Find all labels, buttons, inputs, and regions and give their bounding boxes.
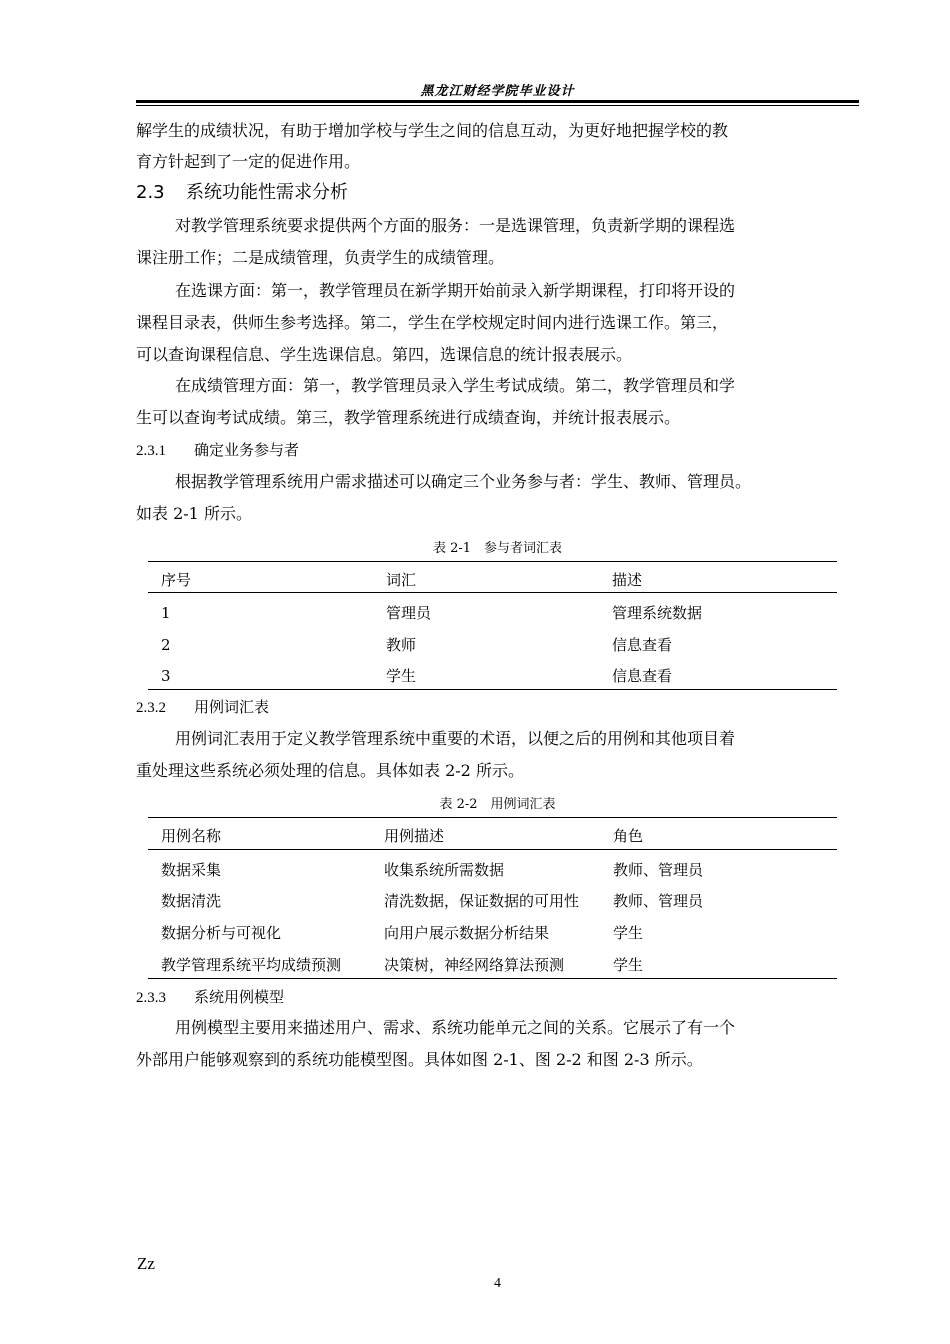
section-title: 确定业务参与者 — [194, 441, 300, 459]
table2-cell: 数据采集 — [161, 861, 222, 879]
para3-line-1: 在成绩管理方面：第一，教学管理员录入学生考试成绩。第二，教学管理员和学 — [175, 376, 736, 395]
section-title: 用例词汇表 — [194, 698, 270, 716]
table1-bottom-rule — [148, 689, 837, 690]
table2-caption: 表 2-2 用例词汇表 — [439, 797, 556, 812]
para6-line-1: 用例模型主要用来描述用户、需求、系统功能单元之间的关系。它展示了有一个 — [175, 1018, 736, 1037]
table1-caption: 表 2-1 参与者词汇表 — [432, 541, 563, 556]
table1-header-cell: 序号 — [161, 571, 192, 589]
para3-line-2: 生可以查询考试成绩。第三，教学管理系统进行成绩查询，并统计报表展示。 — [136, 408, 681, 427]
section-heading-2-3-3 — [136, 987, 859, 1008]
page-number: 4 — [494, 1276, 501, 1291]
table2-cell: 清洗数据，保证数据的可用性 — [384, 892, 580, 910]
header-rule-thin — [136, 105, 859, 106]
table2-cell: 教师、管理员 — [613, 861, 704, 879]
para1-line-1: 对教学管理系统要求提供两个方面的服务：一是选课管理，负责新学期的课程选 — [175, 216, 736, 235]
table2-cell: 数据分析与可视化 — [161, 924, 282, 942]
para4-line-1: 根据教学管理系统用户需求描述可以确定三个业务参与者：学生、教师、管理员。 — [175, 472, 752, 491]
table1-cell: 1 — [161, 604, 171, 622]
section-heading-2-3-2 — [136, 697, 859, 718]
footer-note: Zz — [137, 1254, 155, 1273]
table2-cell: 学生 — [613, 956, 644, 974]
section-number: 2.3.1 — [136, 443, 166, 459]
table1-cell: 教师 — [386, 636, 417, 654]
page-header-title: 黑龙江财经学院毕业设计 — [420, 84, 575, 99]
table1-cell: 管理系统数据 — [612, 604, 703, 622]
para1-line-2: 课注册工作；二是成绩管理，负责学生的成绩管理。 — [136, 248, 505, 267]
table2-cell: 决策树，神经网络算法预测 — [384, 956, 565, 974]
table2-cell: 收集系统所需数据 — [384, 861, 505, 879]
section-heading-2-3-1 — [136, 440, 859, 461]
para4-line-2: 如表 2-1 所示。 — [136, 504, 252, 523]
para5-line-1: 用例词汇表用于定义教学管理系统中重要的术语，以便之后的用例和其他项目着 — [175, 729, 736, 748]
table2-header-cell: 用例描述 — [384, 827, 445, 845]
table2-cell: 教师、管理员 — [613, 892, 704, 910]
header-rule-thick — [136, 100, 859, 103]
table2-top-rule — [148, 817, 837, 818]
section-heading-2-3 — [136, 183, 859, 203]
table2-cell: 学生 — [613, 924, 644, 942]
section-number: 2.3.2 — [136, 700, 166, 716]
para6-line-2: 外部用户能够观察到的系统功能模型图。具体如图 2-1、图 2-2 和图 2-3 所示。 — [136, 1050, 703, 1069]
table1-header-cell: 描述 — [612, 571, 643, 589]
para2-line-1: 在选课方面：第一，教学管理员在新学期开始前录入新学期课程，打印将开设的 — [175, 281, 736, 300]
table1-cell: 信息查看 — [612, 667, 673, 685]
table1-header-cell: 词汇 — [386, 571, 417, 589]
table1-header-rule — [148, 592, 837, 593]
table1-cell: 学生 — [386, 667, 417, 685]
table1-top-rule — [148, 561, 837, 562]
table2-cell: 向用户展示数据分析结果 — [384, 924, 550, 942]
table1-cell: 3 — [161, 667, 171, 685]
section-number: 2.3 — [136, 182, 165, 203]
table2-header-rule — [148, 849, 837, 850]
intro-line-2: 育方针起到了一定的促进作用。 — [136, 152, 361, 171]
section-title: 系统功能性需求分析 — [186, 182, 348, 203]
intro-line-1: 解学生的成绩状况，有助于增加学校与学生之间的信息互动，为更好地把握学校的教 — [136, 121, 729, 140]
table1-cell: 2 — [161, 636, 171, 654]
table2-cell: 数据清洗 — [161, 892, 222, 910]
para2-line-3: 可以查询课程信息、学生选课信息。第四，选课信息的统计报表展示。 — [136, 345, 633, 364]
table2-header-cell: 角色 — [613, 827, 644, 845]
para2-line-2: 课程目录表，供师生参考选择。第二，学生在学校规定时间内进行选课工作。第三， — [136, 313, 729, 332]
table2-bottom-rule — [148, 978, 837, 979]
table2-header-cell: 用例名称 — [161, 827, 222, 845]
table1-cell: 管理员 — [386, 604, 432, 622]
table2-cell: 教学管理系统平均成绩预测 — [161, 956, 342, 974]
table1-cell: 信息查看 — [612, 636, 673, 654]
section-title: 系统用例模型 — [194, 988, 285, 1006]
section-number: 2.3.3 — [136, 990, 166, 1006]
para5-line-2: 重处理这些系统必须处理的信息。具体如表 2-2 所示。 — [136, 761, 524, 780]
